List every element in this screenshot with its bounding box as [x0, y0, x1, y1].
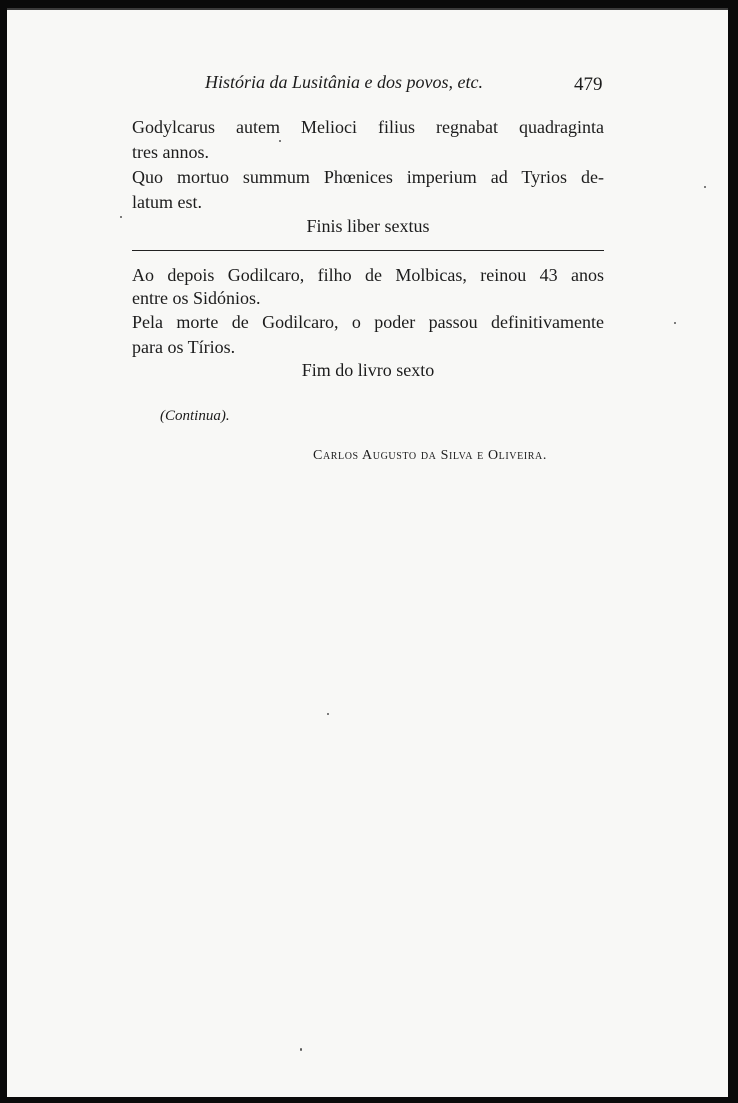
scan-speck [120, 216, 122, 218]
page-number: 479 [574, 74, 603, 95]
continued-note: (Continua). [160, 408, 230, 424]
section-divider [132, 250, 604, 251]
portuguese-book-end-note: Fim do livro sexto [301, 360, 435, 380]
scan-speck [704, 186, 706, 188]
portuguese-paragraph-1-line-1: Ao depois Godilcaro, filho de Molbicas, reinou 43 anos [132, 265, 604, 285]
latin-paragraph-1-line-2: tres annos. [132, 142, 209, 162]
latin-paragraph-2-line-2: latum est. [132, 192, 202, 212]
running-title: História da Lusitânia e dos povos, etc. [205, 72, 483, 92]
portuguese-paragraph-1-line-2: entre os Sidónios. [132, 288, 261, 308]
author-signature: Carlos Augusto da Silva e Oliveira. [313, 448, 547, 463]
latin-paragraph-1-line-1: Godylcarus autem Melioci filius regnabat quadraginta [132, 117, 604, 137]
scan-speck [300, 1048, 302, 1051]
latin-book-end-note: Finis liber sextus [306, 216, 430, 236]
latin-paragraph-2-line-1: Quo mortuo summum Phœnices imperium ad Tyrios de- [132, 167, 604, 187]
scan-speck [327, 713, 329, 715]
scan-speck [674, 322, 676, 324]
portuguese-paragraph-2-line-2: para os Tírios. [132, 337, 236, 357]
book-page [7, 8, 728, 1097]
portuguese-paragraph-2-line-1: Pela morte de Godilcaro, o poder passou definitivamente [132, 312, 604, 332]
scan-speck [279, 140, 281, 142]
